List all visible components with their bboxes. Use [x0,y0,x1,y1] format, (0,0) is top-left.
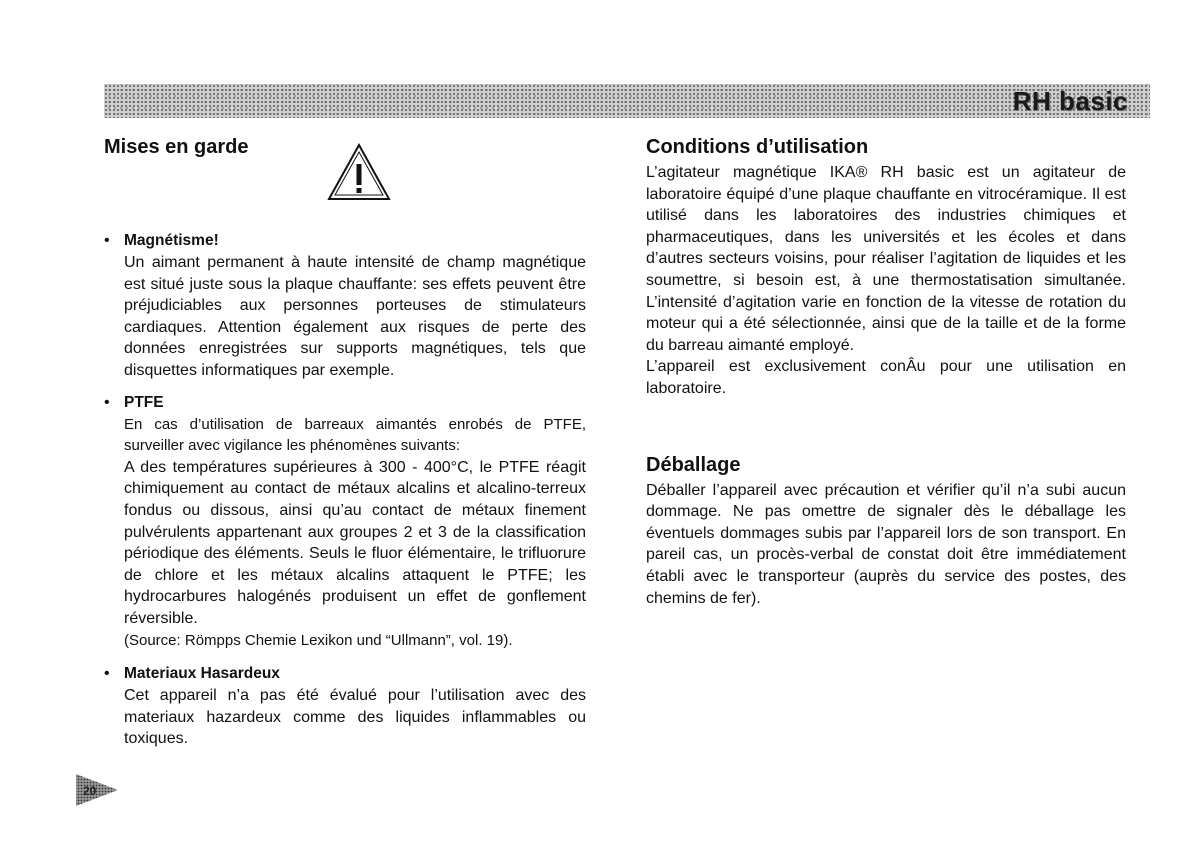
warning-item-magnetism [104,230,586,382]
header-band [104,84,1150,118]
paragraph: Un aimant permanent à haute intensité de champ magnétique est situé juste sous la plaque chauffante: ses effets peuvent être préjudiciables aux personnes porteuses de stimulateurs cardiaques. Attention également aux risques de perte des données enregistrées sur supports magnétiques, tels que disquettes informatiques par exemple. [124,254,586,379]
header-title: RH basic [1012,86,1128,116]
section-title-warnings: Mises en garde [104,136,249,158]
section-unpacking [646,452,1126,610]
left-column [104,134,586,750]
warning-item-hazardous-materials [104,663,586,750]
warning-item-title: PTFE [124,393,164,411]
warning-item-title: Magnétisme! [124,232,219,249]
paragraph: L’appareil est exclusivement conÂu pour une utilisation en laboratoire. [646,358,1126,397]
section-title-unpacking: Déballage [646,453,741,476]
paragraph: Cet appareil n’a pas été évalué pour l’utilisation avec des materiaux hazardeux comme des liquides inflammables ou toxiques. [124,687,586,748]
paragraph: A des températures supérieures à 300 - 400°C, le PTFE réagit chimiquement au contact de métaux alcalins et alcalino-terreux fondus ou dissous, ainsi qu’au contact de métaux finement pulvérulents appartenant aux groupes 2 et 3 de la classification périodique des éléments. Seuls le fluor élémentaire, le trifluorure de chlore et les métaux alcalins attaquent le PTFE; les hydrocarbures halogénés produisent un effet de gonflement réversible. [124,458,586,627]
page-number: 20 [83,784,97,798]
bullet: • [104,393,110,411]
warning-item-ptfe [104,392,586,652]
bullet: • [104,232,110,249]
paragraph: L’agitateur magnétique IKA® RH basic est un agitateur de laboratoire équipé d’une plaque chauffante en vitrocéramique. Il est utilisé dans les laboratoires des industries chimiques et pharmaceutiques, dans les universités et les écoles et dans d’autres secteurs voisins, pour réaliser l’agitation de liquides et les soumettre, si besoin est, à une thermostatisation simultanée. L’intensité d’agitation varie en fonction de la vitesse de rotation du moteur qui a été sélectionnée, ainsi que de la taille et de la forme du barreau aimanté employé. [646,164,1126,354]
paragraph: (Source: Römpps Chemie Lexikon und “Ullmann”, vol. 19). [124,631,513,649]
right-column [646,134,1126,609]
section-title-conditions: Conditions d’utilisation [646,136,869,158]
bullet: • [104,665,110,683]
warning-item-title: Materiaux Hasardeux [124,665,280,683]
paragraph: Déballer l’appareil avec précaution et vérifier qu’il n’a subi aucun dommage. Ne pas omettre de signaler dès le déballage les éventuels dommages subis par l’appareil lors de son transport. En pareil cas, un procès-verbal de constat doit être immédiatement établi avec le transporteur (auprès du service des postes, des chemins de fer). [646,481,1126,607]
section-conditions [646,134,1126,400]
page-arrow-icon [74,772,120,808]
warning-triangle-icon [326,142,392,202]
paragraph: En cas d’utilisation de barreaux aimantés enrobés de PTFE, surveiller avec vigilance les phénomènes suivants: [124,415,586,455]
